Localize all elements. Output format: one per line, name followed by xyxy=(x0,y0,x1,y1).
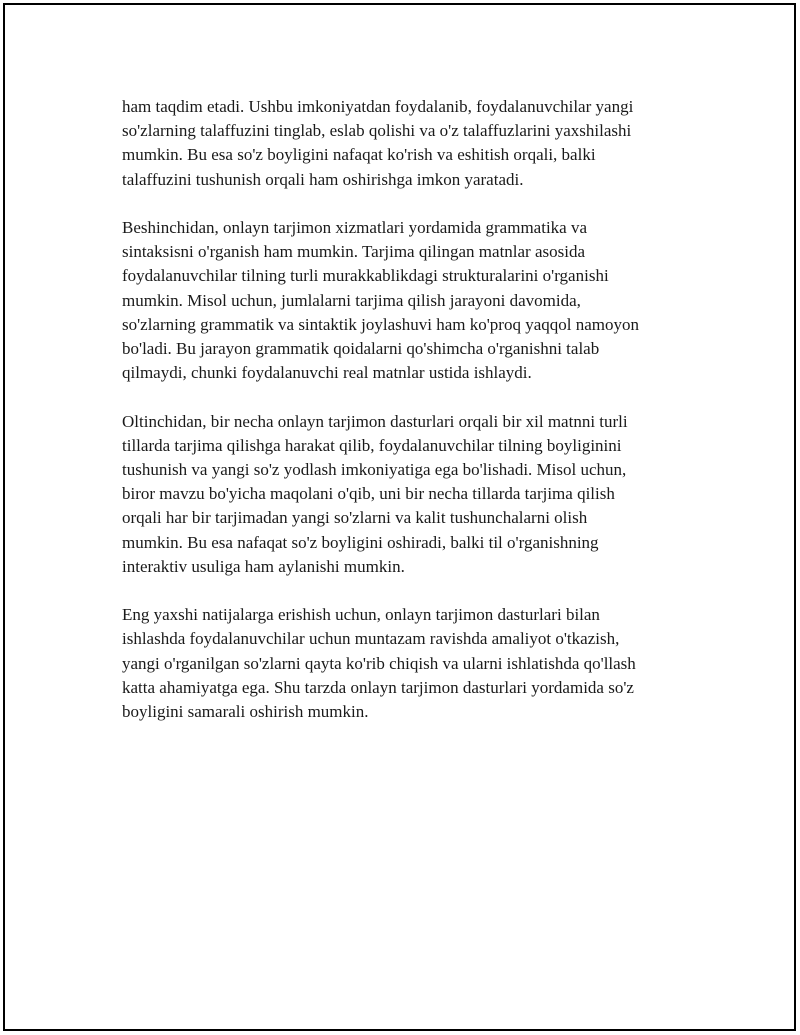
page-frame xyxy=(3,3,796,1031)
paragraph-line: mumkin. Bu esa nafaqat so'z boyligini oshiradi, balki til o'rganishning xyxy=(122,532,599,552)
paragraph-line: Oltinchidan, bir necha onlayn tarjimon dasturlari orqali bir xil matnni turli xyxy=(122,411,628,431)
paragraph-line: bo'ladi. Bu jarayon grammatik qoidalarni qo'shimcha o'rganishni talab xyxy=(122,339,600,359)
paragraph-line: so'zlarning talaffuzini tinglab, eslab qolishi va o'z talaffuzlarini yaxshilashi xyxy=(122,121,632,141)
document-body xyxy=(122,95,692,748)
paragraph-line: mumkin. Misol uchun, jumlalarni tarjima qilish jarayoni davomida, xyxy=(122,290,581,310)
paragraph-1 xyxy=(122,95,692,192)
paragraph-line: qilmaydi, chunki foydalanuvchi real matnlar ustida ishlaydi. xyxy=(122,363,532,383)
paragraph-line: talaffuzini tushunish orqali ham oshirishga imkon yaratadi. xyxy=(122,169,524,189)
paragraph-line: yangi o'rganilgan so'zlarni qayta ko'rib chiqish va ularni ishlatishda qo'llash xyxy=(122,653,636,673)
paragraph-line: so'zlarning grammatik va sintaktik joylashuvi ham ko'proq yaqqol namoyon xyxy=(122,314,639,334)
paragraph-line: Eng yaxshi natijalarga erishish uchun, onlayn tarjimon dasturlari bilan xyxy=(122,605,600,625)
paragraph-4 xyxy=(122,603,692,724)
paragraph-line: Beshinchidan, onlayn tarjimon xizmatlari yordamida grammatika va xyxy=(122,218,588,237)
paragraph-line: foydalanuvchilar tilning turli murakkablikdagi strukturalarini o'rganishi xyxy=(122,266,609,286)
paragraph-line: ham taqdim etadi. Ushbu imkoniyatdan foydalanib, foydalanuvchilar yangi xyxy=(122,97,634,116)
paragraph-3 xyxy=(122,410,692,579)
paragraph-line: biror mavzu bo'yicha maqolani o'qib, uni bir necha tillarda tarjima qilish xyxy=(122,484,615,504)
paragraph-line: tushunish va yangi so'z yodlash imkoniyatiga ega bo'lishadi. Misol uchun, xyxy=(122,460,627,480)
paragraph-2 xyxy=(122,216,692,385)
paragraph-line: interaktiv usuliga ham aylanishi mumkin. xyxy=(122,556,405,576)
paragraph-line: boyligini samarali oshirish mumkin. xyxy=(122,702,369,722)
paragraph-line: mumkin. Bu esa so'z boyligini nafaqat ko'rish va eshitish orqali, balki xyxy=(122,145,596,165)
paragraph-line: katta ahamiyatga ega. Shu tarzda onlayn tarjimon dasturlari yordamida so'z xyxy=(122,677,634,697)
paragraph-line: sintaksisni o'rganish ham mumkin. Tarjima qilingan matnlar asosida xyxy=(122,242,586,262)
paragraph-line: tillarda tarjima qilishga harakat qilib, foydalanuvchilar tilning boyliginini xyxy=(122,435,622,455)
paragraph-line: orqali har bir tarjimadan yangi so'zlarni va kalit tushunchalarni olish xyxy=(122,508,588,528)
paragraph-line: ishlashda foydalanuvchilar uchun muntazam ravishda amaliyot o'tkazish, xyxy=(122,629,620,649)
